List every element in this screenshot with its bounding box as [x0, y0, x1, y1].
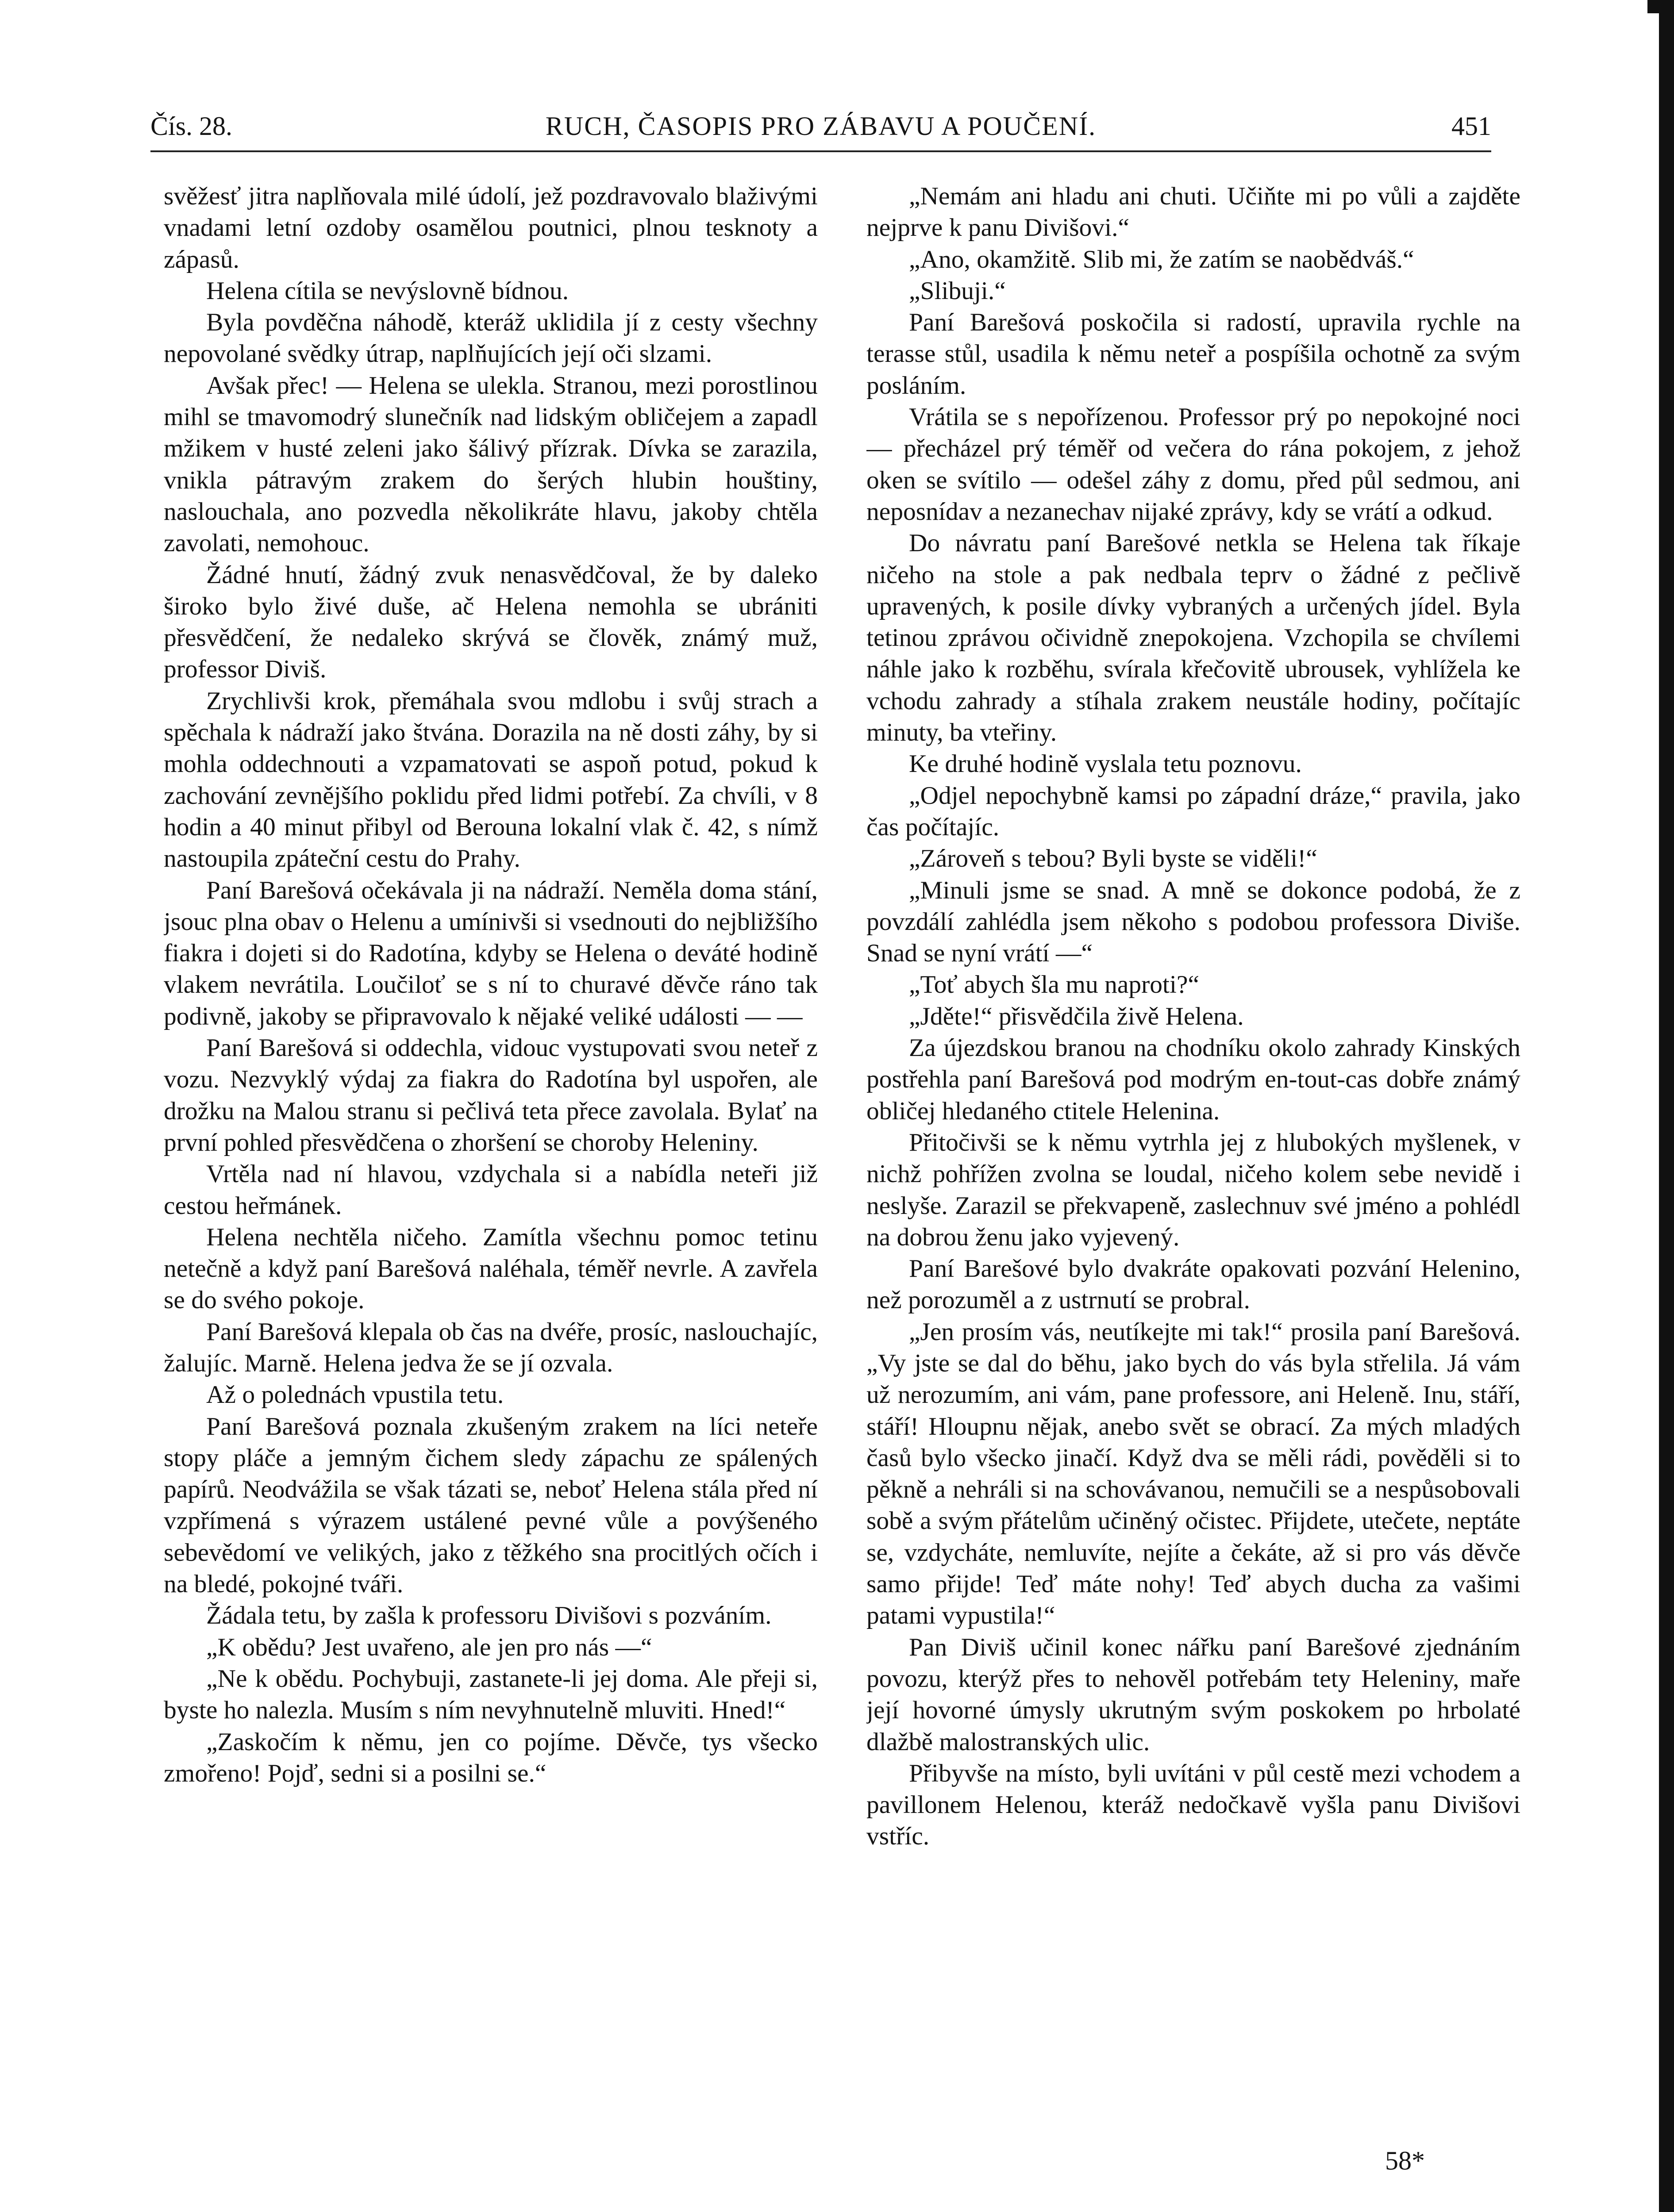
paragraph: Do návratu paní Barešové netkla se Helena tak říkaje ničeho na stole a pak nedbala teprv o žádné z pečlivě upravených, k posile dívky vybraných a určených jídel. Byla tetinou zprávou očividně znepokojena. Vzchopila se chvílemi náhle jako k rozběhu, svírala křečovitě ubrousek, vyhlížela ke vchodu zahrady a stíhala zrakem neustále hodiny, počítajíc minuty, ba vteřiny. — [866, 529, 1520, 747]
paragraph: „Slibuji.“ — [909, 276, 1006, 305]
paragraph: Pan Diviš učinil konec nářku paní Barešové zjednáním povozu, kterýž přes to nehověl potřebám tety Heleniny, maře její hovorné úmysly ukrutným svým poskokem po hrbolaté dlažbě malostranských ulic. — [866, 1633, 1520, 1756]
paragraph: „K obědu? Jest uvařeno, ale jen pro nás —“ — [206, 1633, 652, 1661]
paragraph: Paní Barešová klepala ob čas na dvéře, prosíc, naslouchajíc, žalujíc. Marně. Helena jedva že se jí ozvala. — [164, 1317, 818, 1377]
paragraph: Za újezdskou branou na chodníku okolo zahrady Kinských postřehla paní Barešová pod modrým en-tout-cas dobře známý obličej hledaného ctitele Helenina. — [866, 1034, 1520, 1125]
paragraph: „Minuli jsme se snad. A mně se dokonce podobá, že z povzdálí zahlédla jsem někoho s podobou professora Diviše. Snad se nyní vrátí —“ — [866, 876, 1520, 968]
issue-number: Čís. 28. — [150, 111, 233, 141]
paragraph: „Jen prosím vás, neutíkejte mi tak!“ prosila paní Barešová. „Vy jste se dal do běhu, jako bych do vás byla střelila. Já vám už nerozumím, ani vám, pane professore, ani Heleně. Inu, stáří, stáří! Hloupnu nějak, anebo svět se obrací. Za mých mladých časů bylo všecko jinačí. Když dva se měli rádi, pověděli si to pěkně a nehráli si na schovávanou, nemučili se a nespůsobovali sobě a svým přátelům učiněný očistec. Přijdete, utečete, neptáte se, vzdycháte, nemluvíte, nejíte a čekáte, až si pro vás děvče samo přijde! Teď máte nohy! Teď abych ducha za vašimi patami vypustila!“ — [866, 1317, 1520, 1630]
paragraph: „Jděte!“ přisvědčila živě Helena. — [909, 1002, 1244, 1030]
running-header — [150, 104, 1491, 148]
journal-title: RUCH, ČASOPIS PRO ZÁBAVU A POUČENÍ. — [545, 111, 1097, 141]
paragraph: Paní Barešová poskočila si radostí, upravila rychle na terasse stůl, usadila k němu neteř a pospíšila ochotně za svým posláním. — [866, 308, 1520, 399]
paragraph: „Zároveň s tebou? Byli byste se viděli!“ — [909, 845, 1317, 873]
paragraph: Helena nechtěla ničeho. Zamítla všechnu pomoc tetinu netečně a když paní Barešová naléhala, téměř nevrle. A zavřela se do svého pokoje. — [164, 1223, 818, 1314]
paragraph: Přitočivši se k němu vytrhla jej z hlubokých myšlenek, v nichž pohřížen zvolna se loudal, ničeho kolem sebe nevidě i neslyše. Zarazil se překvapeně, zaslechnuv své jméno a pohlédl na dobrou ženu jako vyjevený. — [866, 1128, 1520, 1251]
paragraph: Paní Barešová očekávala ji na nádraží. Neměla doma stání, jsouc plna obav o Helenu a umínivši si vsednouti do nejbližšího fiakra i dojeti si do Radotína, kdyby se Helena o deváté hodině vlakem nevrátila. Loučiloť se s ní to churavé děvče ráno tak podivně, jakoby se připravovalo k nějaké veliké události — — — [164, 876, 818, 1030]
paragraph: Byla povděčna náhodě, kteráž uklidila jí z cesty všechny nepovolané svědky útrap, naplňujících její oči slzami. — [164, 308, 818, 368]
paragraph: Helena cítila se nevýslovně bídnou. — [206, 276, 569, 305]
paragraph: „Ano, okamžitě. Slib mi, že zatím se naobědváš.“ — [909, 245, 1414, 273]
paragraph: Vrtěla nad ní hlavou, vzdychala si a nabídla neteři již cestou heřmánek. — [164, 1160, 818, 1220]
paragraph: Ke druhé hodině vyslala tetu poznovu. — [909, 750, 1302, 778]
page-corner — [1647, 0, 1674, 13]
sheet-signature: 58* — [1385, 2146, 1425, 2175]
paragraph: „Zaskočím k němu, jen co pojíme. Děvče, tys všecko zmořeno! Pojď, sedni si a posilni se.“ — [164, 1728, 818, 1787]
paragraph: Vrátila se s nepořízenou. Professor prý po nepokojné noci — přecházel prý téměř od večera do rána pokojem, z jehož oken se svítilo — odešel záhy z domu, před půl sedmou, ani neposnídav a nezanechav nijaké zprávy, kdy se vrátí a odkud. — [866, 403, 1520, 526]
left-column — [164, 180, 818, 2198]
paragraph: Paní Barešová si oddechla, vidouc vystupovati svou neteř z vozu. Nezvyklý výdaj za fiakra do Radotína byl uspořen, ale drožku na Malou stranu si pečlivá teta přece zavolala. Bylať na první pohled přesvědčena o zhoršení se choroby Heleniny. — [164, 1034, 818, 1156]
paragraph: Zrychlivši krok, přemáhala svou mdlobu i svůj strach a spěchala k nádraží jako štvána. Dorazila na ně dosti záhy, by si mohla oddechnouti a vzpamatovati se aspoň potud, pokud k zachování zevnějšího poklidu před lidmi potřebí. Za chvíli, v 8 hodin a 40 minut přibyl od Berouna lokalní vlak č. 42, s nímž nastoupila zpáteční cestu do Prahy. — [164, 687, 818, 873]
paragraph: „Toť abych šla mu naproti?“ — [909, 971, 1199, 999]
paragraph: Paní Barešová poznala zkušeným zrakem na líci neteře stopy pláče a jemným čichem sledy zápachu ze spálených papírů. Neodvážila se však tázati se, neboť Helena stála před ní vzpřímená s výrazem ustálené pevné vůle a povýšeného sebevědomí ve velikých, jako z těžkého sna procitlých očích i na bledé, pokojné tváři. — [164, 1412, 818, 1598]
paragraph: Žádala tetu, by zašla k professoru Divišovi s pozváním. — [206, 1601, 772, 1630]
paragraph: „Nemám ani hladu ani chuti. Učiňte mi po vůli a zajděte nejprve k panu Divišovi.“ — [866, 182, 1520, 242]
paragraph: „Odjel nepochybně kamsi po západní dráze,“ pravila, jako čas počítajíc. — [866, 781, 1520, 841]
paragraph: Avšak přec! — Helena se ulekla. Stranou, mezi porostlinou mihl se tmavomodrý slunečník nad lidským obličejem a zapadl mžikem v husté zeleni jako šálivý přízrak. Dívka se zarazila, vnikla pátravým zrakem do šerých hlubin houštiny, naslouchala, ano pozvedla několikráte hlavu, jakoby chtěla zavolati, nemohouc. — [164, 371, 818, 557]
paragraph: svěžesť jitra naplňovala milé údolí, jež pozdravovalo blaživými vnadami letní ozdoby osamělou poutnici, plnou tesknoty a zápasů. — [164, 182, 818, 273]
paragraph: „Ne k obědu. Pochybuji, zastanete-li jej doma. Ale přeji si, byste ho nalezla. Musím s ním nevyhnutelně mluviti. Hned!“ — [164, 1664, 818, 1724]
paragraph: Až o polednách vpustila tetu. — [206, 1381, 504, 1409]
page-number: 451 — [1451, 111, 1491, 141]
page-edge — [1659, 0, 1674, 2212]
paragraph: Paní Barešové bylo dvakráte opakovati pozvání Helenino, než porozuměl a z ustrnutí se probral. — [866, 1255, 1520, 1314]
right-column — [866, 180, 1520, 2198]
paragraph: Přibyvše na místo, byli uvítáni v půl cestě mezi vchodem a pavillonem Helenou, kteráž nedočkavě vyšla panu Divišovi vstříc. — [866, 1759, 1520, 1851]
paragraph: Žádné hnutí, žádný zvuk nenasvědčoval, že by daleko široko bylo živé duše, ač Helena nemohla se ubrániti přesvědčení, že nedaleko skrývá se člověk, známý muž, professor Diviš. — [164, 561, 818, 684]
header-rule — [150, 150, 1491, 152]
